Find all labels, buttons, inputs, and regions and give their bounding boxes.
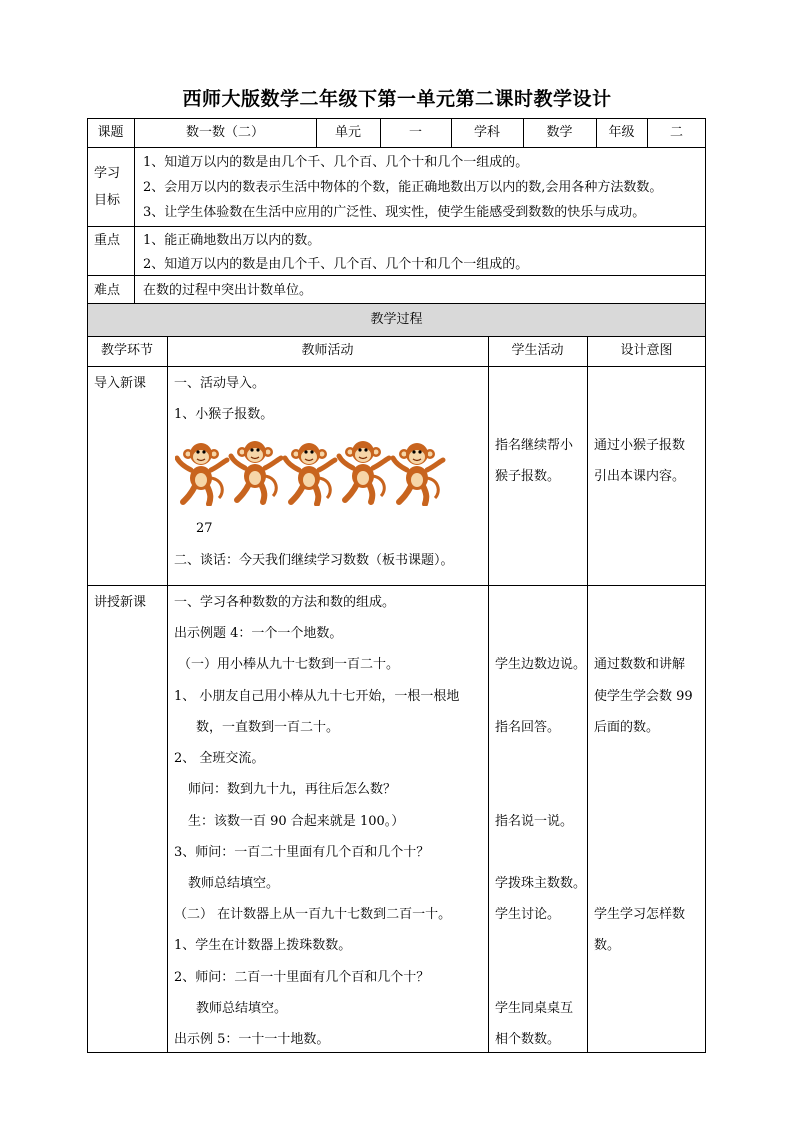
intro-student-line: 指名继续帮小 xyxy=(495,438,574,453)
grade-value: 二 xyxy=(669,125,683,140)
column-header-teacher: 教师活动 xyxy=(301,343,354,358)
column-header-student: 学生活动 xyxy=(511,343,564,358)
lesson-teacher-line: 3、师问：一百二十里面有几个百和几个十？ xyxy=(174,845,430,860)
lesson-teacher-line: 1、学生在计数器上拨珠数数。 xyxy=(174,938,352,953)
lesson-teacher-line: 数，一直数到一百二十。 xyxy=(196,720,340,735)
topic-label: 课题 xyxy=(97,125,124,140)
lesson-teacher-line: 教师总结填空。 xyxy=(188,876,280,891)
lesson-intent-line: 学生学习怎样数 xyxy=(594,907,686,922)
difficulty-text: 在数的过程中突出计数单位。 xyxy=(143,283,313,298)
lesson-student-line: 学拨珠主数数。 xyxy=(495,876,587,891)
lesson-teacher-line: 2、 全班交流。 xyxy=(174,751,265,766)
subject-label: 学科 xyxy=(473,125,500,140)
topic-value: 数一数（二） xyxy=(185,125,264,140)
lesson-teacher-line: 生：该数一百 90 合起来就是 100。） xyxy=(188,814,405,829)
lesson-intent-line: 后面的数。 xyxy=(594,720,660,735)
monkey-figure xyxy=(339,441,389,502)
col-divider xyxy=(587,336,588,1053)
row-divider xyxy=(87,366,706,367)
lesson-teacher-line: 师问：数到九十九，再往后怎么数？ xyxy=(188,782,397,797)
row-divider xyxy=(87,336,706,337)
intro-intent-line: 引出本课内容。 xyxy=(594,469,686,484)
monkey-figure xyxy=(177,443,227,504)
intro-intent-line: 通过小猴子报数 xyxy=(594,438,686,453)
intro-student-line: 猴子报数。 xyxy=(495,469,561,484)
unit-label: 单元 xyxy=(334,125,361,140)
row-divider xyxy=(87,585,706,586)
lesson-teacher-line: （一）用小棒从九十七数到一百二十。 xyxy=(178,657,400,672)
lesson-teacher-line: 1、 小朋友自己用小棒从九十七开始，一根一根地 xyxy=(174,689,460,704)
lesson-teacher-line: 2、师问：二百一十里面有几个百和几个十？ xyxy=(174,970,430,985)
stage-intro: 导入新课 xyxy=(94,376,147,391)
monkey-figure xyxy=(231,441,281,502)
intro-teacher-line: 一、活动导入。 xyxy=(174,376,266,391)
difficulty-label: 难点 xyxy=(94,283,121,298)
key-point-item: 2、知道万以内的数是由几个千、几个百、几个十和几个一组成的。 xyxy=(143,257,529,272)
lesson-intent-line: 使学生学会数 99 xyxy=(594,689,693,704)
row-divider xyxy=(87,303,706,304)
grade-label: 年级 xyxy=(608,125,635,140)
lesson-teacher-line: （二） 在计数器上从一百九十七数到二百一十。 xyxy=(174,907,452,922)
goal-item: 1、知道万以内的数是由几个千、几个百、几个十和几个一组成的。 xyxy=(143,155,529,170)
row-divider xyxy=(87,275,706,276)
col-divider xyxy=(167,336,168,1053)
subject-value: 数学 xyxy=(546,125,573,140)
document-title: 西师大版数学二年级下第一单元第二课时教学设计 xyxy=(182,88,612,110)
monkey-figure xyxy=(285,443,335,504)
image-caption: 27 xyxy=(196,521,213,536)
lesson-student-line: 学生讨论。 xyxy=(495,907,561,922)
lesson-student-line: 学生边数边说。 xyxy=(495,657,587,672)
goal-item: 3、让学生体验数在生活中应用的广泛性、现实性，使学生能感受到数数的快乐与成功。 xyxy=(143,205,646,220)
monkeys-illustration xyxy=(175,438,451,506)
lesson-intent-line: 数。 xyxy=(594,938,621,953)
col-divider xyxy=(134,147,135,303)
lesson-teacher-line: 一、学习各种数数的方法和数的组成。 xyxy=(174,595,396,610)
key-points-label: 重点 xyxy=(94,233,121,248)
unit-value: 一 xyxy=(408,125,422,140)
row-divider xyxy=(87,226,706,227)
lesson-teacher-line: 出示例 5：一十一十地数。 xyxy=(174,1032,330,1047)
lesson-student-line: 学生同桌桌互 xyxy=(495,1001,574,1016)
lesson-student-line: 指名说一说。 xyxy=(495,814,574,829)
stage-lesson: 讲授新课 xyxy=(94,595,147,610)
lesson-student-line: 指名回答。 xyxy=(495,720,561,735)
lesson-student-line: 相个数数。 xyxy=(495,1032,561,1047)
intro-teacher-line: 二、谈话：今天我们继续学习数数（板书课题）。 xyxy=(174,553,454,568)
intro-teacher-line: 1、小猴子报数。 xyxy=(174,407,274,422)
row-divider xyxy=(87,147,706,148)
goal-item: 2、会用万以内的数表示生活中物体的个数，能正确地数出万以内的数,会用各种方法数数。 xyxy=(143,180,663,195)
process-header: 教学过程 xyxy=(370,312,423,327)
lesson-teacher-line: 出示例题 4：一个一个地数。 xyxy=(174,626,343,641)
column-header-intent: 设计意图 xyxy=(620,343,673,358)
lesson-teacher-line: 教师总结填空。 xyxy=(196,1001,288,1016)
goals-label: 目标 xyxy=(94,193,121,208)
monkey-figure xyxy=(393,443,443,504)
lesson-intent-line: 通过数数和讲解 xyxy=(594,657,686,672)
column-header-stage: 教学环节 xyxy=(100,343,153,358)
goals-label: 学习 xyxy=(94,166,121,181)
col-divider xyxy=(488,336,489,1053)
key-point-item: 1、能正确地数出万以内的数。 xyxy=(143,233,321,248)
